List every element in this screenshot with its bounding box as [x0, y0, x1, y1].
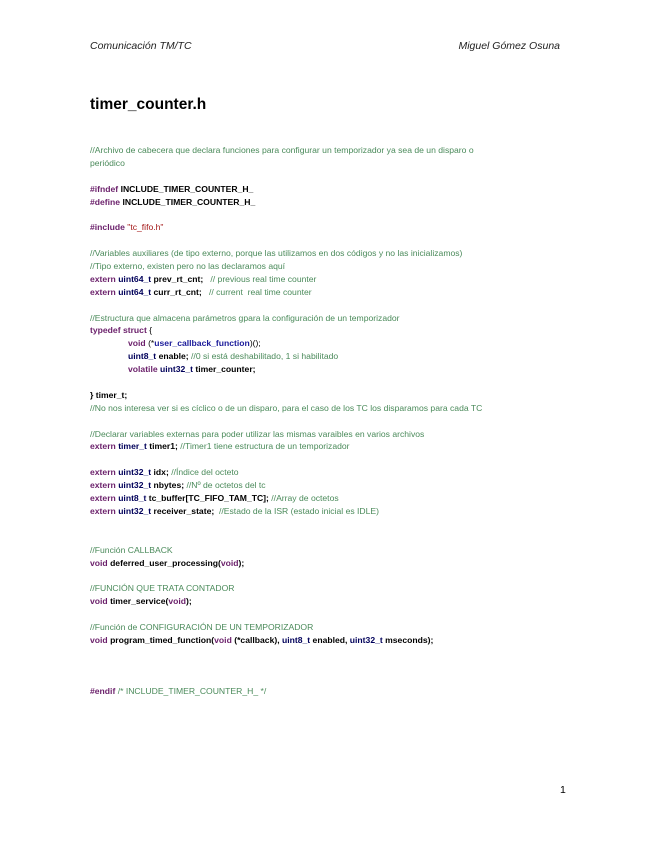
page-title: timer_counter.h: [90, 96, 207, 113]
type-name: uint8_t: [128, 351, 157, 362]
extern-keyword: extern: [90, 467, 116, 478]
extern-keyword: extern: [90, 441, 116, 452]
endif-line: [90, 685, 560, 698]
extern-keyword: extern: [90, 493, 116, 504]
type-name: uint64_t: [118, 273, 152, 284]
brace-open: {: [149, 325, 153, 336]
arg-type: uint32_t: [349, 634, 383, 645]
comment-vars-2: //Tipo externo, existen pero no las declaramos aquí: [90, 261, 286, 272]
type-name: uint32_t: [118, 480, 152, 491]
define-keyword: #define: [90, 196, 121, 207]
inline-comment: // previous real time counter: [210, 273, 317, 284]
type-name: uint8_t: [118, 493, 147, 504]
arg-type: void: [168, 596, 187, 607]
ifndef-keyword: #ifndef: [90, 183, 119, 194]
define-line: [90, 196, 560, 209]
arg-type: void: [220, 557, 239, 568]
variable-name: idx;: [153, 467, 169, 478]
header-left: Comunicación TM/TC: [90, 40, 192, 52]
extern-keyword: extern: [90, 480, 116, 491]
comment-declare: //Declarar variables externas para poder utilizar las mismas varaibles en varios archivos: [90, 428, 425, 439]
struct-close: } timer_t;: [90, 389, 128, 400]
comment-counter: //FUNCIÓN QUE TRATA CONTADOR: [90, 583, 235, 594]
function-name: deferred_user_processing(: [110, 557, 221, 568]
type-name: uint32_t: [118, 467, 152, 478]
extern-timer1: [90, 440, 560, 453]
punct: (*: [148, 338, 155, 349]
code-block: [90, 144, 560, 698]
punct: );: [186, 596, 192, 607]
inline-comment: //Índice del octeto: [171, 467, 239, 478]
comment-intro-1: //Archivo de cabecera que declara funciones para configurar un temporizador ya sea de un disparo o: [90, 145, 474, 155]
struct-field-callback: [90, 337, 560, 350]
extern-keyword: extern: [90, 505, 116, 516]
struct-field-timer-counter: [90, 363, 560, 376]
variable-name: timer1;: [149, 441, 178, 452]
type-name: uint32_t: [118, 505, 152, 516]
inline-comment: //0 si está deshabilitado, 1 si habilitado: [191, 351, 339, 362]
return-type: void: [90, 634, 108, 645]
function-name: timer_service(: [110, 596, 169, 607]
inline-comment: //Timer1 tiene estructura de un temporizador: [180, 441, 350, 452]
variable-name: tc_buffer[TC_FIFO_TAM_TC];: [148, 493, 269, 504]
fn-timer-service: [90, 595, 560, 608]
extern-tc-buffer: [90, 492, 560, 505]
include-keyword: #include: [90, 222, 125, 233]
extern-curr-rt-cnt: [90, 286, 560, 299]
inline-comment: // current real time counter: [208, 286, 312, 297]
header-right: Miguel Gómez Osuna: [458, 40, 560, 52]
type-name: timer_t: [118, 441, 147, 452]
punct: );: [238, 557, 245, 568]
extern-prev-rt-cnt: [90, 273, 560, 286]
function-name: program_timed_function(: [110, 634, 215, 645]
variable-name: receiver_state;: [153, 505, 215, 516]
arg-name: enabled,: [310, 634, 350, 645]
field-name: user_callback_function: [154, 338, 250, 349]
page-number: 1: [560, 784, 566, 796]
extern-keyword: extern: [90, 286, 116, 297]
variable-name: curr_rt_cnt;: [153, 286, 202, 297]
define-macro: INCLUDE_TIMER_COUNTER_H_: [122, 196, 256, 207]
variable-name: prev_rt_cnt;: [153, 273, 204, 284]
inline-comment: //Estado de la ISR (estado inicial es IDLE): [219, 505, 380, 516]
include-file: "tc_fifo.h": [127, 222, 164, 233]
comment-config: //Función de CONFIGURACIÓN DE UN TEMPORIZADOR: [90, 621, 314, 632]
volatile-keyword: volatile: [128, 364, 158, 375]
comment-callback: //Función CALLBACK: [90, 544, 173, 555]
comment-intro-2: periódico: [90, 157, 125, 168]
variable-name: nbytes;: [153, 480, 185, 491]
typedef-keyword: typedef struct: [90, 325, 147, 336]
extern-idx: [90, 466, 560, 479]
inline-comment: //Array de octetos: [271, 493, 339, 504]
arg-type: uint8_t: [281, 634, 311, 645]
punct: )();: [249, 338, 261, 349]
fn-program-timed-function: [90, 634, 560, 647]
comment-struct: //Estructura que almacena parámetros gpara la configuración de un temporizador: [90, 312, 400, 323]
arg-name: (*callback),: [231, 634, 282, 645]
endif-keyword: #endif: [90, 686, 116, 697]
return-type: void: [90, 557, 108, 568]
fn-deferred-user-processing: [90, 557, 560, 570]
type-name: uint32_t: [160, 364, 193, 375]
struct-field-enable: [90, 350, 560, 363]
ifndef-macro: INCLUDE_TIMER_COUNTER_H_: [120, 183, 254, 194]
comment-vars-1: //Variables auxiliares (de tipo externo, porque las utilizamos en dos códigos y no las inicializamos): [90, 248, 463, 259]
void-keyword: void: [128, 338, 146, 349]
inline-comment: //Nº de octetos del tc: [186, 480, 266, 491]
extern-keyword: extern: [90, 273, 116, 284]
extern-nbytes: [90, 479, 560, 492]
endif-comment: /* INCLUDE_TIMER_COUNTER_H_ */: [117, 686, 267, 697]
extern-receiver-state: [90, 505, 560, 518]
return-type: void: [90, 596, 108, 607]
field-name: timer_counter;: [195, 364, 256, 375]
arg-type: void: [214, 634, 232, 645]
type-name: uint64_t: [118, 286, 152, 297]
comment-cyclic: //No nos interesa ver si es cíclico o de un disparo, para el caso de los TC los disparamos para cada TC: [90, 402, 483, 413]
field-name: enable;: [158, 351, 189, 362]
ifndef-line: [90, 183, 560, 196]
include-line: [90, 221, 560, 234]
arg-name: mseconds);: [382, 634, 434, 645]
typedef-line: [90, 324, 560, 337]
